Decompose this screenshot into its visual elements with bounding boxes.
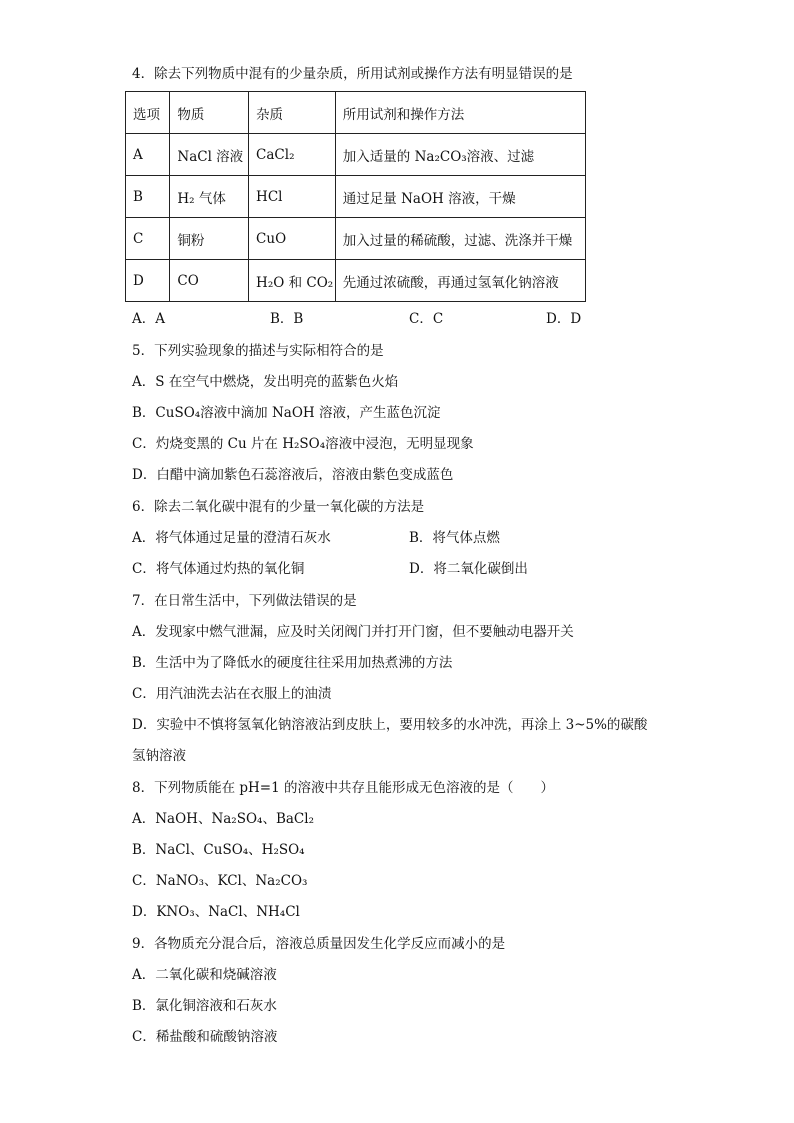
table-cell: CaCl₂ [249,134,336,176]
option-a[interactable]: A．S 在空气中燃烧，发出明亮的蓝紫色火焰 [132,374,399,390]
table-row [126,218,586,260]
option-a[interactable]: A．发现家中燃气泄漏，应及时关闭阀门并打开门窗，但不要触动电器开关 [132,624,574,640]
table-cell: CuO [249,218,336,260]
option-d[interactable]: D．将二氧化碳倒出 [409,561,528,577]
table-row [126,176,586,218]
option-c[interactable]: C．灼烧变黑的 Cu 片在 H₂SO₄溶液中浸泡，无明显现象 [132,436,474,452]
table-header-row [126,92,586,134]
table-header-cell: 物质 [170,92,249,134]
option-b[interactable]: B．生活中为了降低水的硬度往往采用加热煮沸的方法 [132,655,453,671]
option-c[interactable]: C．C [409,311,444,327]
option-a[interactable]: A．将气体通过足量的澄清石灰水 [132,530,331,546]
option-c[interactable]: C．将气体通过灼热的氧化铜 [132,561,305,577]
option-c[interactable]: C．稀盐酸和硫酸钠溶液 [132,1029,278,1045]
option-a[interactable]: A．二氧化碳和烧碱溶液 [132,967,277,983]
option-b[interactable]: B．CuSO₄溶液中滴加 NaOH 溶液，产生蓝色沉淀 [132,405,441,421]
table-cell: NaCl 溶液 [170,134,249,176]
table-cell: C [126,218,170,260]
table-cell: B [126,176,170,218]
question-4-table [125,91,586,302]
table-cell: 通过足量 NaOH 溶液，干燥 [335,176,585,218]
question-7-stem: 7．在日常生活中，下列做法错误的是 [132,593,357,609]
table-cell: 加入适量的 Na₂CO₃溶液、过滤 [335,134,585,176]
option-d[interactable]: D．D [546,311,582,327]
table-cell: A [126,134,170,176]
option-a[interactable]: A．A [132,311,165,327]
table-header-cell: 选项 [126,92,170,134]
table-header-cell: 所用试剂和操作方法 [335,92,585,134]
table-header-cell: 杂质 [249,92,336,134]
table-cell: H₂ 气体 [170,176,249,218]
question-8-stem: 8．下列物质能在 pH=1 的溶液中共存且能形成无色溶液的是（ ） [132,780,554,796]
option-b[interactable]: B．B [270,311,304,327]
option-c[interactable]: C．NaNO₃、KCl、Na₂CO₃ [132,873,308,889]
option-d-continued: 氢钠溶液 [132,748,186,764]
table-cell: 加入过量的稀硫酸，过滤、洗涤并干燥 [335,218,585,260]
table-cell: H₂O 和 CO₂ [249,260,336,302]
question-4-stem: 4．除去下列物质中混有的少量杂质，所用试剂或操作方法有明显错误的是 [132,66,573,82]
option-b[interactable]: B．将气体点燃 [409,530,500,546]
option-a[interactable]: A．NaOH、Na₂SO₄、BaCl₂ [132,811,314,827]
table-row [126,134,586,176]
table-cell: 铜粉 [170,218,249,260]
table-cell: CO [170,260,249,302]
option-b[interactable]: B．氯化铜溶液和石灰水 [132,998,277,1014]
table-cell: D [126,260,170,302]
question-6-stem: 6．除去二氧化碳中混有的少量一氧化碳的方法是 [132,499,425,515]
option-d[interactable]: D．KNO₃、NaCl、NH₄Cl [132,904,300,920]
option-b[interactable]: B．NaCl、CuSO₄、H₂SO₄ [132,842,305,858]
option-c[interactable]: C．用汽油洗去沾在衣服上的油渍 [132,686,332,702]
table-row [126,260,586,302]
table-cell: HCl [249,176,336,218]
table-cell: 先通过浓硫酸，再通过氢氧化钠溶液 [335,260,585,302]
question-5-stem: 5．下列实验现象的描述与实际相符合的是 [132,343,384,359]
question-9-stem: 9．各物质充分混合后，溶液总质量因发生化学反应而减小的是 [132,936,506,952]
option-d[interactable]: D．实验中不慎将氢氧化钠溶液沾到皮肤上，要用较多的水冲洗，再涂上 3~5%的碳酸 [132,717,648,733]
option-d[interactable]: D．白醋中滴加紫色石蕊溶液后，溶液由紫色变成蓝色 [132,467,454,483]
